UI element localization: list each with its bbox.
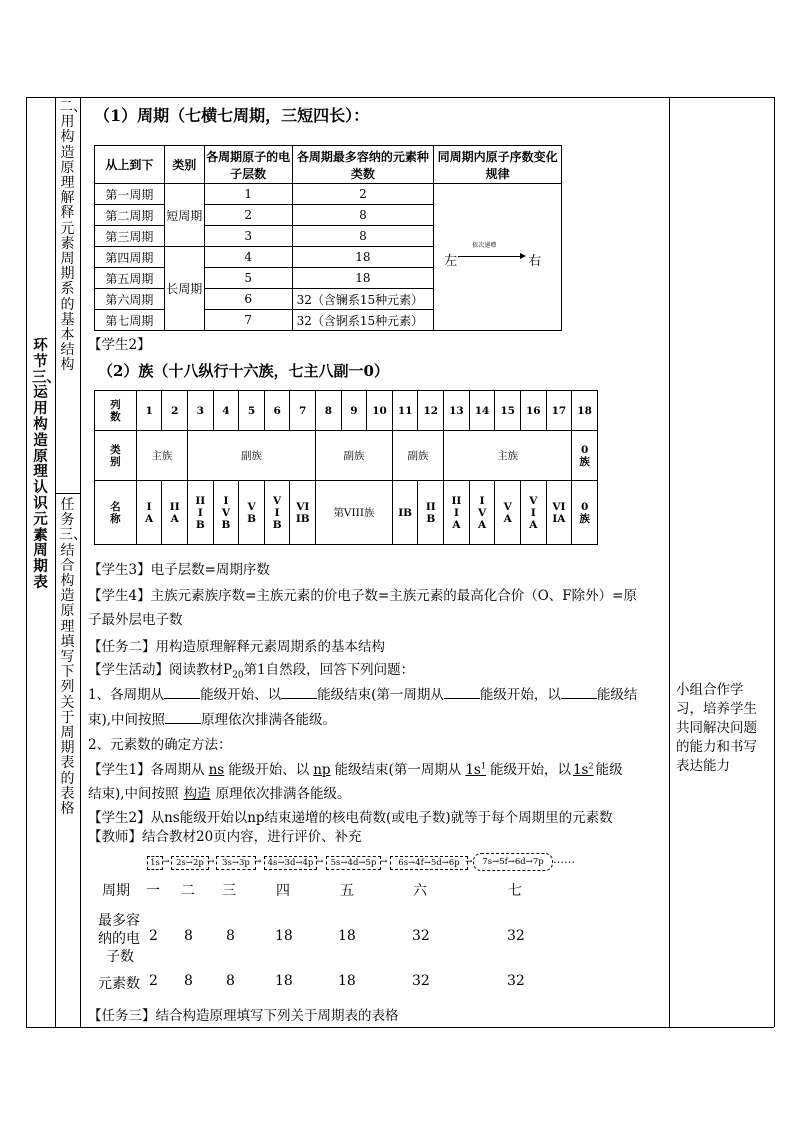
type-zero: 0族 <box>572 431 598 481</box>
summary-count: 32 <box>412 973 430 989</box>
label-count: 元素数 <box>98 976 140 992</box>
middle-column-divider <box>55 493 80 494</box>
col-number: 5 <box>239 391 265 431</box>
period-count: 2 <box>292 184 434 205</box>
heading-period: （1）周期（七横七周期，三短四长）： <box>94 106 370 125</box>
group-name: IVB <box>213 481 239 545</box>
row-label-column: 列数 <box>95 391 137 431</box>
col-number: 2 <box>162 391 188 431</box>
group-name: IVA <box>469 481 495 545</box>
group-name: VIB <box>264 481 290 545</box>
group-name-viii: 第VIII族 <box>316 481 393 545</box>
col-number: 11 <box>392 391 418 431</box>
label-max-3: 子数 <box>106 949 134 965</box>
frame-left-border <box>26 97 27 1027</box>
student2-label: 【学生2】 <box>88 337 151 353</box>
long-period-label: 长周期 <box>164 247 204 331</box>
group-name: VB <box>239 481 265 545</box>
column-divider-2 <box>80 97 81 1027</box>
activity-line: 【学生活动】阅读教材$P_{20}$第1自然段，回答下列问题： <box>88 662 415 681</box>
summary-period: 四 <box>276 883 290 899</box>
type-sub-ib: 副族 <box>392 431 443 481</box>
frame-top-border <box>26 97 774 98</box>
group-name: IA <box>136 481 162 545</box>
label-max-1: 最多容 <box>98 913 140 929</box>
group-name: 0族 <box>572 481 598 545</box>
summary-period: 五 <box>340 883 354 899</box>
sequence-box: 3s→3p <box>216 856 256 870</box>
trend-arrow-head <box>520 253 526 259</box>
period-layers: 7 <box>204 310 292 331</box>
column-divider-1 <box>55 97 56 1027</box>
summary-count: 18 <box>338 973 356 989</box>
trend-arrow <box>458 256 522 257</box>
col-number: 16 <box>520 391 546 431</box>
sequence-tail: …… <box>553 853 575 866</box>
type-sub-viii: 副族 <box>316 431 393 481</box>
period-name: 第六周期 <box>95 289 165 310</box>
student4-line-a: 【学生4】主族元素族序数=主族元素的价电子数=主族元素的最高化合价（O、F除外）=原 <box>88 588 637 604</box>
col-number: 14 <box>469 391 495 431</box>
student3-line: 【学生3】电子层数=周期序数 <box>88 562 270 578</box>
group-table <box>94 390 598 545</box>
period-count: 32（含镧系15种元素） <box>292 289 434 310</box>
group-name: VA <box>495 481 521 545</box>
frame-right-border <box>774 97 775 1027</box>
summary-period: 一 <box>146 883 160 899</box>
col-number: 17 <box>546 391 572 431</box>
answer2-line: 【学生2】从ns能级开始以np结束递增的核电荷数(或电子数)就等于每个周期里的元素数 <box>88 810 613 826</box>
period-count: 8 <box>292 205 434 226</box>
summary-period: 二 <box>181 883 195 899</box>
col-number: 7 <box>290 391 316 431</box>
type-main-a: 主族 <box>136 431 187 481</box>
task2-line: 【任务二】用构造原理解释元素周期系的基本结构 <box>88 639 385 655</box>
group-name: VIIB <box>290 481 316 545</box>
col-number: 1 <box>136 391 162 431</box>
header-layers: 各周期原子的电子层数 <box>204 146 292 184</box>
summary-period: 六 <box>413 883 427 899</box>
question1-line-b: 束),中间按照 原理依次排满各能级。 <box>88 712 337 728</box>
sequence-box: 4s→3d→4p <box>264 856 317 870</box>
frame-bottom-border <box>26 1027 774 1028</box>
summary-max: 18 <box>275 928 293 944</box>
question1-line-a: 1、各周期从 能级开始、以 能级结束(第一周期从 能级开始，以 能级结 <box>88 687 638 703</box>
col-number: 10 <box>367 391 393 431</box>
answer1-line-b: 结束),中间按照 构造 原理依次排满各能级。 <box>88 786 351 802</box>
task2-vertical-label: 二、用构造原理解释元素周期系的基本结构 <box>59 99 87 374</box>
task3-vertical-label: 任务三、结合构造原理填写下列关于周期表的表格 <box>59 497 87 818</box>
period-count: 8 <box>292 226 434 247</box>
group-name: IIA <box>162 481 188 545</box>
summary-max: 18 <box>338 928 356 944</box>
task3-line: 【任务三】结合构造原理填写下列关于周期表的表格 <box>88 1008 399 1024</box>
col-number: 9 <box>341 391 367 431</box>
summary-count: 18 <box>275 973 293 989</box>
period-name: 第一周期 <box>95 184 165 205</box>
trend-arrow-label: 依次递增 <box>472 242 497 249</box>
label-max-2: 纳的电 <box>98 931 140 947</box>
col-number: 13 <box>444 391 470 431</box>
col-number: 8 <box>316 391 342 431</box>
col-number: 18 <box>572 391 598 431</box>
period-name: 第四周期 <box>95 247 165 268</box>
header-category: 类别 <box>164 146 204 184</box>
blank[interactable] <box>164 686 200 699</box>
type-main-a2: 主族 <box>444 431 572 481</box>
period-name: 第二周期 <box>95 205 165 226</box>
header-order: 从上到下 <box>95 146 165 184</box>
summary-count: 32 <box>507 973 525 989</box>
blank[interactable] <box>444 686 480 699</box>
period-name: 第五周期 <box>95 268 165 289</box>
blank[interactable] <box>165 711 201 724</box>
sequence-box: 2s→2p <box>171 856 209 870</box>
sequence-box: 6s→4f→5d→6p <box>390 856 468 870</box>
period-layers: 5 <box>204 268 292 289</box>
trend-left: 左 <box>444 254 458 269</box>
group-name: IIIA <box>444 481 470 545</box>
col-number: 6 <box>264 391 290 431</box>
sequence-box: 1s <box>147 856 163 870</box>
summary-count: 2 <box>149 973 158 989</box>
summary-max: 32 <box>507 928 525 944</box>
sequence-box: 7s→5f→6d→7p <box>473 853 553 871</box>
row-label-type: 类别 <box>95 431 137 481</box>
sequence-box: 5s→4d→5p <box>326 856 381 870</box>
blank[interactable] <box>561 686 597 699</box>
group-name: VIIA <box>546 481 572 545</box>
teacher-line: 【教师】结合教材20页内容，进行评价、补充 <box>88 829 362 845</box>
col-number: 4 <box>213 391 239 431</box>
column-divider-3 <box>669 97 670 1027</box>
group-name: VIA <box>520 481 546 545</box>
col-number: 15 <box>495 391 521 431</box>
period-name: 第三周期 <box>95 226 165 247</box>
group-name: IB <box>392 481 418 545</box>
period-count: 18 <box>292 268 434 289</box>
header-trend: 同周期内原子序数变化规律 <box>434 146 562 184</box>
period-layers: 6 <box>204 289 292 310</box>
label-period: 周期 <box>102 883 130 899</box>
summary-max: 2 <box>149 928 158 944</box>
header-max-count: 各周期最多容纳的元素种类数 <box>292 146 434 184</box>
trend-right: 右 <box>528 254 542 269</box>
question2-line: 2、元素数的确定方法： <box>88 737 232 753</box>
right-note: 小组合作学习，培养学生共同解决问题的能力和书写表达能力 <box>676 682 757 774</box>
type-sub-b: 副族 <box>188 431 316 481</box>
period-count: 32（含锕系15种元素） <box>292 310 434 331</box>
period-table <box>94 145 562 331</box>
summary-count: 8 <box>226 973 235 989</box>
summary-max: 32 <box>412 928 430 944</box>
period-layers: 2 <box>204 205 292 226</box>
student4-line-b: 子最外层电子数 <box>88 612 183 628</box>
group-name: IIIB <box>188 481 214 545</box>
summary-count: 8 <box>184 973 193 989</box>
period-name: 第七周期 <box>95 310 165 331</box>
period-layers: 1 <box>204 184 292 205</box>
period-count: 18 <box>292 247 434 268</box>
blank[interactable] <box>281 686 317 699</box>
summary-max: 8 <box>226 928 235 944</box>
row-label-name: 名称 <box>95 481 137 545</box>
heading-group: （2）族（十八纵行十六族，七主八副一0） <box>98 362 389 380</box>
period-layers: 3 <box>204 226 292 247</box>
trend-cell <box>434 184 562 331</box>
summary-max: 8 <box>184 928 193 944</box>
answer1-line-a: 【学生1】各周期从 ns 能级开始、以 np 能级结束(第一周期从 $1s^1$ 能级开始，以 $1s^2$ 能级 <box>88 761 623 778</box>
section-title: 环节三、运用构造原理认识元素周期表 <box>32 337 61 591</box>
short-period-label: 短周期 <box>164 184 204 247</box>
col-number: 3 <box>188 391 214 431</box>
group-name: IIB <box>418 481 444 545</box>
period-layers: 4 <box>204 247 292 268</box>
col-number: 12 <box>418 391 444 431</box>
summary-period: 七 <box>508 883 522 899</box>
summary-period: 三 <box>222 883 236 899</box>
